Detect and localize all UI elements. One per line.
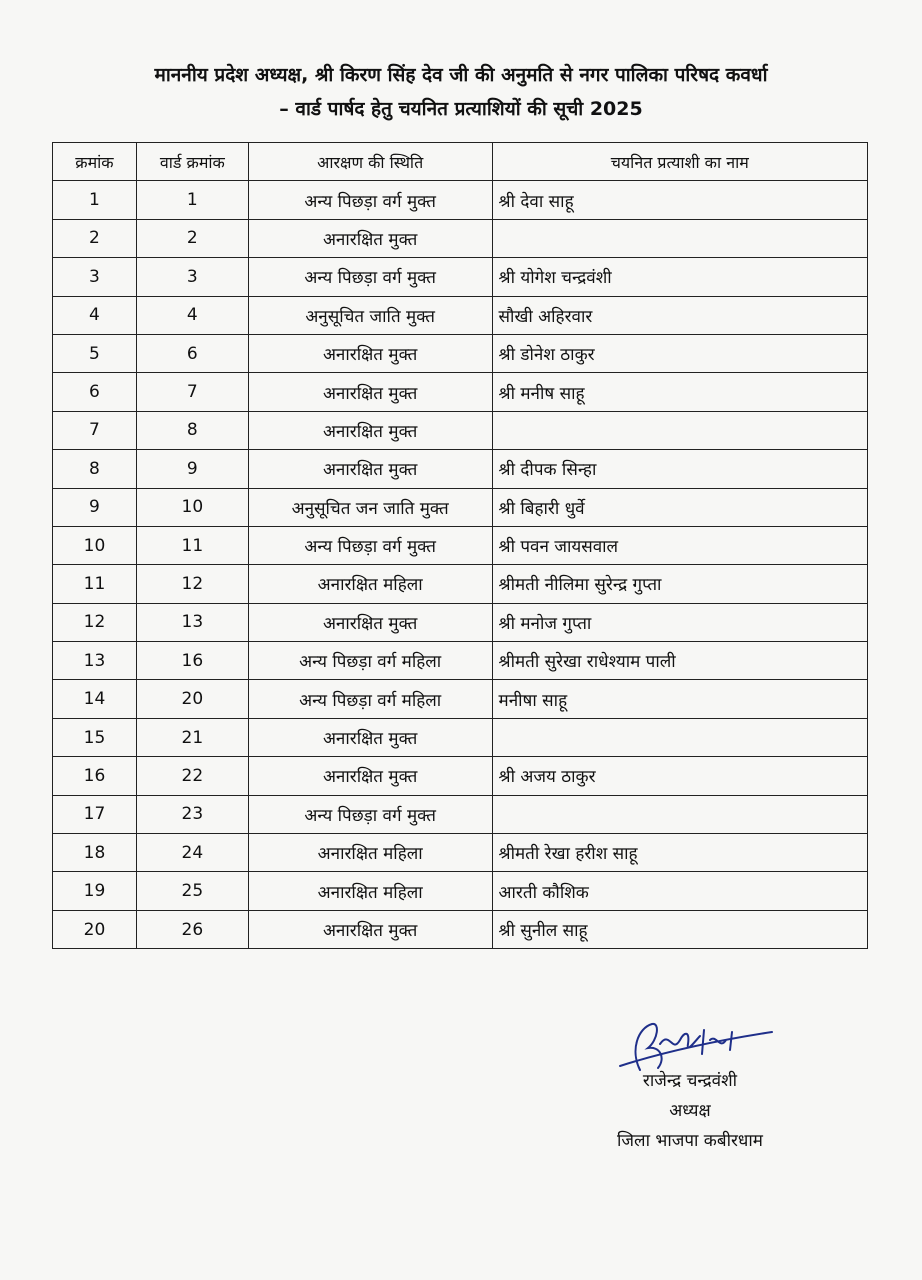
- cell-ward: 25: [136, 872, 248, 910]
- cell-serial: 20: [53, 910, 137, 948]
- table-row: [53, 411, 868, 449]
- cell-reservation: अनारक्षित मुक्त: [248, 334, 492, 372]
- column-header-ward: वार्ड क्रमांक: [136, 143, 248, 181]
- cell-reservation: अनारक्षित मुक्त: [248, 757, 492, 795]
- cell-reservation: अनारक्षित मुक्त: [248, 373, 492, 411]
- cell-candidate: श्री सुनील साहू: [492, 910, 867, 948]
- cell-reservation: अनारक्षित महिला: [248, 834, 492, 872]
- cell-ward: 6: [136, 334, 248, 372]
- table-row: [53, 526, 868, 564]
- column-header-serial: क्रमांक: [53, 143, 137, 181]
- cell-serial: 9: [53, 488, 137, 526]
- cell-ward: 9: [136, 450, 248, 488]
- cell-candidate: [492, 795, 867, 833]
- cell-ward: 8: [136, 411, 248, 449]
- cell-candidate: [492, 718, 867, 756]
- cell-candidate: श्री बिहारी धुर्वे: [492, 488, 867, 526]
- cell-serial: 8: [53, 450, 137, 488]
- cell-candidate: श्री पवन जायसवाल: [492, 526, 867, 564]
- cell-reservation: अनारक्षित मुक्त: [248, 219, 492, 257]
- cell-serial: 12: [53, 603, 137, 641]
- cell-reservation: अनारक्षित महिला: [248, 565, 492, 603]
- cell-serial: 13: [53, 642, 137, 680]
- table-row: [53, 296, 868, 334]
- table-row: [53, 565, 868, 603]
- cell-serial: 2: [53, 219, 137, 257]
- column-header-reservation: आरक्षण की स्थिति: [248, 143, 492, 181]
- table-row: [53, 181, 868, 219]
- cell-candidate: श्री मनोज गुप्ता: [492, 603, 867, 641]
- cell-ward: 11: [136, 526, 248, 564]
- cell-candidate: श्री डोनेश ठाकुर: [492, 334, 867, 372]
- table-row: [53, 680, 868, 718]
- cell-ward: 22: [136, 757, 248, 795]
- cell-reservation: अनुसूचित जाति मुक्त: [248, 296, 492, 334]
- table-header-row: [53, 143, 868, 181]
- cell-reservation: अन्य पिछड़ा वर्ग मुक्त: [248, 795, 492, 833]
- cell-candidate: श्रीमती नीलिमा सुरेन्द्र गुप्ता: [492, 565, 867, 603]
- cell-ward: 21: [136, 718, 248, 756]
- cell-serial: 3: [53, 258, 137, 296]
- cell-reservation: अन्य पिछड़ा वर्ग मुक्त: [248, 181, 492, 219]
- cell-serial: 7: [53, 411, 137, 449]
- table-row: [53, 795, 868, 833]
- cell-candidate: श्री मनीष साहू: [492, 373, 867, 411]
- table-row: [53, 834, 868, 872]
- cell-reservation: अनारक्षित मुक्त: [248, 910, 492, 948]
- cell-candidate: [492, 219, 867, 257]
- cell-candidate: श्री दीपक सिन्हा: [492, 450, 867, 488]
- cell-serial: 5: [53, 334, 137, 372]
- cell-serial: 6: [53, 373, 137, 411]
- cell-reservation: अन्य पिछड़ा वर्ग महिला: [248, 642, 492, 680]
- table-row: [53, 258, 868, 296]
- cell-candidate: श्री अजय ठाकुर: [492, 757, 867, 795]
- cell-ward: 2: [136, 219, 248, 257]
- signatory-organization: जिला भाजपा कबीरधाम: [617, 1131, 763, 1151]
- candidate-table: [52, 142, 868, 949]
- cell-reservation: अनारक्षित मुक्त: [248, 450, 492, 488]
- cell-ward: 1: [136, 181, 248, 219]
- signatory-name: राजेन्द्र चन्द्रवंशी: [642, 1071, 738, 1091]
- table-row: [53, 219, 868, 257]
- table-row: [53, 373, 868, 411]
- table-row: [53, 642, 868, 680]
- cell-serial: 11: [53, 565, 137, 603]
- table-row: [53, 910, 868, 948]
- signatory-designation: अध्यक्ष: [669, 1101, 711, 1121]
- cell-reservation: अनारक्षित मुक्त: [248, 718, 492, 756]
- cell-ward: 13: [136, 603, 248, 641]
- cell-serial: 10: [53, 526, 137, 564]
- cell-candidate: [492, 411, 867, 449]
- cell-candidate: श्री योगेश चन्द्रवंशी: [492, 258, 867, 296]
- cell-ward: 4: [136, 296, 248, 334]
- cell-serial: 1: [53, 181, 137, 219]
- cell-ward: 7: [136, 373, 248, 411]
- cell-reservation: अनारक्षित मुक्त: [248, 411, 492, 449]
- table-row: [53, 872, 868, 910]
- cell-candidate: श्री देवा साहू: [492, 181, 867, 219]
- title-line-2: – वार्ड पार्षद हेतु चयनित प्रत्याशियों की सूची 2025: [279, 98, 643, 120]
- cell-candidate: मनीषा साहू: [492, 680, 867, 718]
- cell-candidate: सौखी अहिरवार: [492, 296, 867, 334]
- cell-serial: 14: [53, 680, 137, 718]
- table-body: [53, 181, 868, 949]
- cell-reservation: अन्य पिछड़ा वर्ग मुक्त: [248, 526, 492, 564]
- cell-reservation: अनुसूचित जन जाति मुक्त: [248, 488, 492, 526]
- cell-candidate: श्रीमती रेखा हरीश साहू: [492, 834, 867, 872]
- cell-serial: 17: [53, 795, 137, 833]
- cell-ward: 24: [136, 834, 248, 872]
- cell-serial: 19: [53, 872, 137, 910]
- table-row: [53, 450, 868, 488]
- cell-ward: 12: [136, 565, 248, 603]
- document-title: [40, 58, 882, 126]
- table-row: [53, 757, 868, 795]
- column-header-candidate: चयनित प्रत्याशी का नाम: [492, 143, 867, 181]
- title-line-1: माननीय प्रदेश अध्यक्ष, श्री किरण सिंह देव जी की अनुमति से नगर पालिका परिषद कवर्धा: [154, 64, 768, 86]
- cell-serial: 18: [53, 834, 137, 872]
- cell-serial: 15: [53, 718, 137, 756]
- cell-serial: 4: [53, 296, 137, 334]
- cell-candidate: आरती कौशिक: [492, 872, 867, 910]
- table-row: [53, 718, 868, 756]
- table-row: [53, 603, 868, 641]
- signature-block: [560, 1010, 820, 1156]
- table-row: [53, 334, 868, 372]
- cell-ward: 23: [136, 795, 248, 833]
- cell-ward: 3: [136, 258, 248, 296]
- cell-reservation: अन्य पिछड़ा वर्ग महिला: [248, 680, 492, 718]
- cell-serial: 16: [53, 757, 137, 795]
- cell-ward: 10: [136, 488, 248, 526]
- cell-ward: 26: [136, 910, 248, 948]
- table-row: [53, 488, 868, 526]
- cell-reservation: अन्य पिछड़ा वर्ग मुक्त: [248, 258, 492, 296]
- cell-ward: 16: [136, 642, 248, 680]
- cell-reservation: अनारक्षित मुक्त: [248, 603, 492, 641]
- cell-reservation: अनारक्षित महिला: [248, 872, 492, 910]
- cell-candidate: श्रीमती सुरेखा राधेश्याम पाली: [492, 642, 867, 680]
- cell-ward: 20: [136, 680, 248, 718]
